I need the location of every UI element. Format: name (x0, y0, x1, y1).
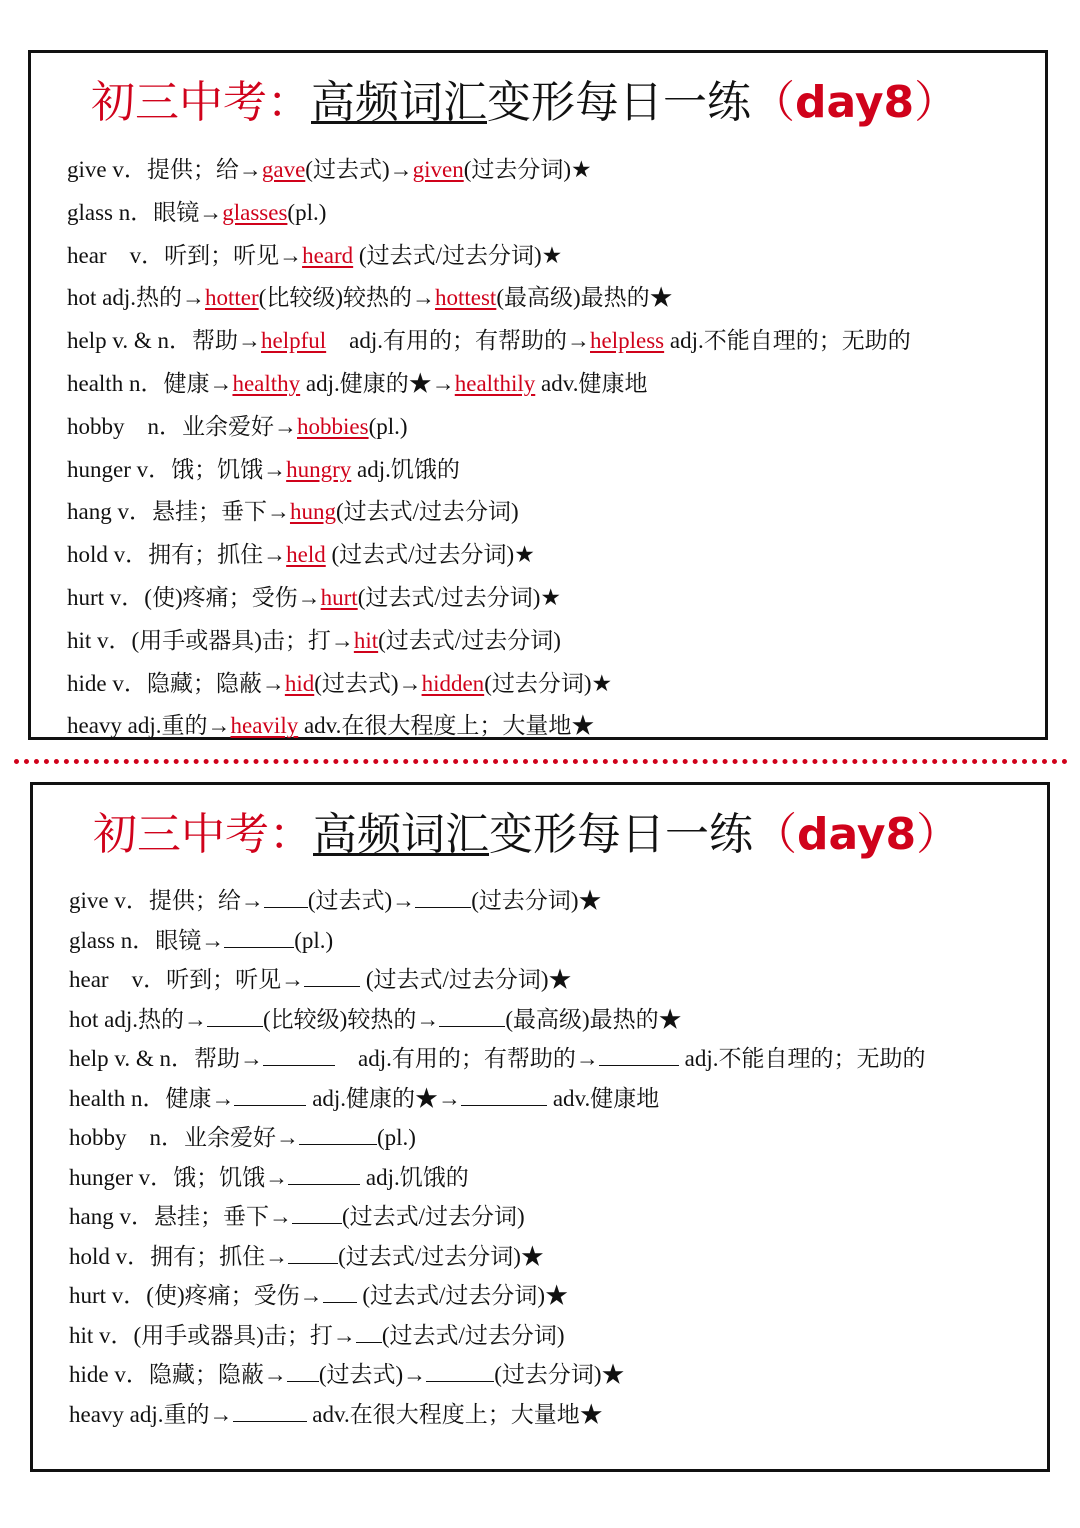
entry-text: hunger v．饿；饥饿→ (69, 1164, 289, 1190)
entry-text: help v. & n．帮助→ (69, 1046, 263, 1071)
answer-word: hung (289, 499, 336, 525)
fill-blank[interactable] (292, 1203, 342, 1224)
entry-text: (过去式)→ (305, 157, 413, 182)
entry-text: hit v．(用手或器具)击；打→ (69, 1322, 356, 1348)
title-day: day8 (795, 77, 915, 128)
page-title (91, 73, 958, 133)
entry-text: (过去式/过去分词)★ (353, 242, 563, 268)
entry-text: hide v．隐藏；隐蔽→ (67, 670, 285, 696)
entry-text: (过去式/过去分词)★ (325, 542, 535, 568)
title-prefix: 初三中考： (93, 809, 313, 860)
answer-row (67, 491, 1035, 534)
fill-blank[interactable] (426, 1361, 494, 1382)
answer-word: helpful (261, 328, 327, 354)
entry-text: (过去分词)★ (471, 888, 602, 913)
fill-blank[interactable] (599, 1045, 679, 1066)
entry-text: hear v．听到；听见→ (69, 967, 305, 992)
practice-panel (30, 782, 1050, 1472)
entry-text: help v. & n．帮助→ (67, 328, 261, 354)
entry-text: adj.健康的★→ (300, 370, 455, 396)
entry-text: hold v．拥有；抓住→ (67, 542, 287, 568)
fill-blank[interactable] (461, 1085, 547, 1106)
practice-row (69, 1237, 1037, 1277)
entry-text: health n．健康→ (69, 1085, 235, 1111)
entry-text: adj.有用的；有帮助的→ (326, 328, 591, 354)
entry-text: (过去式/过去分词)★ (357, 584, 562, 610)
answer-word: helpless (590, 328, 665, 354)
entry-text: (过去式/过去分词)★ (360, 967, 572, 992)
answer-word: hid (284, 670, 315, 696)
entry-text: hold v．拥有；抓住→ (69, 1243, 289, 1269)
answer-row (67, 577, 1035, 620)
answer-word: held (286, 542, 326, 568)
entry-text: hurt v．(使)疼痛；受伤→ (69, 1283, 323, 1308)
entry-text: adv.在很大程度上；大量地★ (306, 1401, 603, 1427)
answer-word: hungry (286, 456, 352, 482)
fill-blank[interactable] (287, 1361, 319, 1382)
entry-text: adv.在很大程度上；大量地★ (298, 713, 595, 739)
entry-text: hot adj.热的→ (67, 285, 205, 311)
entry-text: hit v．(用手或器具)击；打→ (67, 627, 354, 653)
fill-blank[interactable] (439, 1006, 505, 1027)
fill-blank[interactable] (224, 927, 294, 948)
entry-text: adj.有用的；有帮助的→ (335, 1046, 599, 1071)
entry-text: (过去式/过去分词) (381, 1322, 565, 1348)
answer-word: hottest (434, 285, 497, 311)
answer-row (67, 449, 1035, 492)
entry-text: hang v．悬挂；垂下→ (67, 499, 290, 525)
entry-text: give v．提供；给→ (69, 888, 264, 913)
answer-word: hobbies (297, 413, 369, 439)
entry-text: (过去式/过去分词)★ (338, 1243, 544, 1269)
title-prefix: 初三中考： (91, 77, 311, 128)
entry-text: adj.不能自理的；无助的 (664, 328, 911, 354)
entry-text: glass n．眼镜→ (67, 199, 223, 225)
entry-text: (比较级)较热的→ (263, 1006, 440, 1032)
fill-blank[interactable] (304, 966, 360, 987)
answer-row (67, 277, 1035, 320)
entry-text: (过去式/过去分词) (341, 1204, 525, 1229)
practice-row (69, 881, 1037, 921)
entry-text: hobby n．业余爱好→ (67, 413, 297, 439)
practice-row (69, 1395, 1037, 1435)
entry-text: (pl.) (294, 927, 334, 953)
fill-blank[interactable] (264, 887, 308, 908)
entry-text: adj.健康的★→ (306, 1085, 462, 1111)
practice-row (69, 1276, 1037, 1316)
entry-text: hang v．悬挂；垂下→ (69, 1204, 292, 1229)
entry-text: (过去式)→ (318, 1362, 427, 1387)
title-day: day8 (797, 809, 917, 860)
entry-text: (比较级)较热的→ (258, 285, 435, 311)
title-paren-open: （ (751, 77, 795, 128)
fill-blank[interactable] (234, 1085, 306, 1106)
entry-text: give v．提供；给→ (67, 157, 262, 182)
practice-row (69, 1316, 1037, 1356)
entry-text: hide v．隐藏；隐蔽→ (69, 1362, 287, 1387)
fill-blank[interactable] (263, 1045, 335, 1066)
answer-row (67, 705, 1035, 748)
entry-text: adj.饥饿的 (360, 1164, 469, 1190)
answer-row (67, 620, 1035, 663)
answer-row (67, 320, 1035, 363)
practice-row (69, 960, 1037, 1000)
entry-text: (过去分词)★ (484, 670, 613, 696)
title-rest: 变形每日一练 (487, 77, 751, 128)
entry-text: (最高级)最热的★ (496, 285, 673, 311)
answer-row (67, 149, 1035, 192)
entry-text: hunger v．饿；饥饿→ (67, 456, 287, 482)
entry-text: (pl.) (287, 199, 327, 225)
entry-text: adv.健康地 (535, 370, 648, 396)
entry-text: (过去分词)★ (494, 1362, 625, 1387)
answer-row (67, 406, 1035, 449)
practice-row (69, 1158, 1037, 1198)
entry-text: hobby n．业余爱好→ (69, 1125, 299, 1150)
practice-row (69, 1000, 1037, 1040)
practice-row (69, 1355, 1037, 1395)
answer-word: hidden (421, 670, 485, 696)
fill-blank[interactable] (323, 1282, 357, 1303)
entry-text: adj.饥饿的 (351, 456, 460, 482)
practice-row (69, 1118, 1037, 1158)
answer-word: glasses (222, 199, 288, 225)
practice-row (69, 1197, 1037, 1237)
fill-blank[interactable] (415, 887, 471, 908)
entry-text: (pl.) (368, 413, 408, 439)
title-paren-close: ） (916, 809, 961, 860)
entry-text: (过去分词)★ (463, 157, 592, 182)
fill-blank[interactable] (299, 1124, 377, 1145)
entry-text: hurt v．(使)疼痛；受伤→ (67, 584, 321, 610)
answer-row (67, 235, 1035, 278)
answer-word: given (412, 157, 464, 182)
entry-text: health n．健康→ (67, 370, 233, 396)
entry-text: (pl.) (377, 1125, 416, 1150)
answer-row (67, 363, 1035, 406)
practice-list (69, 881, 1037, 1434)
fill-blank[interactable] (288, 1243, 338, 1264)
answer-word: healthy (232, 370, 301, 396)
entry-text: adv.健康地 (547, 1085, 660, 1111)
entry-text: (过去式)→ (314, 670, 422, 696)
title-paren-close: ） (914, 77, 959, 128)
fill-blank[interactable] (356, 1322, 382, 1343)
answer-word: gave (261, 157, 306, 182)
answer-word: hurt (320, 584, 358, 610)
title-underlined: 高频词汇 (313, 809, 489, 860)
entry-text: hear v．听到；听见→ (67, 242, 303, 268)
practice-row (69, 1039, 1037, 1079)
entry-text: (最高级)最热的★ (505, 1006, 682, 1032)
fill-blank[interactable] (233, 1401, 307, 1422)
title-rest: 变形每日一练 (489, 809, 753, 860)
entry-text: glass n．眼镜→ (69, 927, 225, 953)
entry-text: (过去式/过去分词) (378, 627, 561, 653)
entry-text: heavy adj.重的→ (67, 713, 231, 739)
answer-row (67, 192, 1035, 235)
answer-row (67, 663, 1035, 706)
entry-text: hot adj.热的→ (69, 1006, 207, 1032)
answer-word: healthily (454, 370, 536, 396)
entry-text: (过去式)→ (307, 888, 416, 913)
practice-row (69, 921, 1037, 961)
dotted-divider (14, 759, 1068, 764)
answer-word: hit (353, 627, 379, 653)
entry-text: heavy adj.重的→ (69, 1401, 233, 1427)
answer-list (67, 149, 1035, 748)
fill-blank[interactable] (207, 1006, 263, 1027)
fill-blank[interactable] (288, 1164, 360, 1185)
answer-word: heard (302, 242, 354, 268)
entry-text: adj.不能自理的；无助的 (678, 1046, 926, 1071)
answer-row (67, 534, 1035, 577)
entry-text: (过去式/过去分词)★ (356, 1283, 569, 1308)
answer-word: heavily (230, 713, 299, 739)
page-title (93, 805, 960, 865)
entry-text: (过去式/过去分词) (335, 499, 519, 525)
title-underlined: 高频词汇 (311, 77, 487, 128)
title-paren-open: （ (753, 809, 797, 860)
answer-key-panel (28, 50, 1048, 740)
practice-row (69, 1079, 1037, 1119)
answer-word: hotter (205, 285, 259, 311)
